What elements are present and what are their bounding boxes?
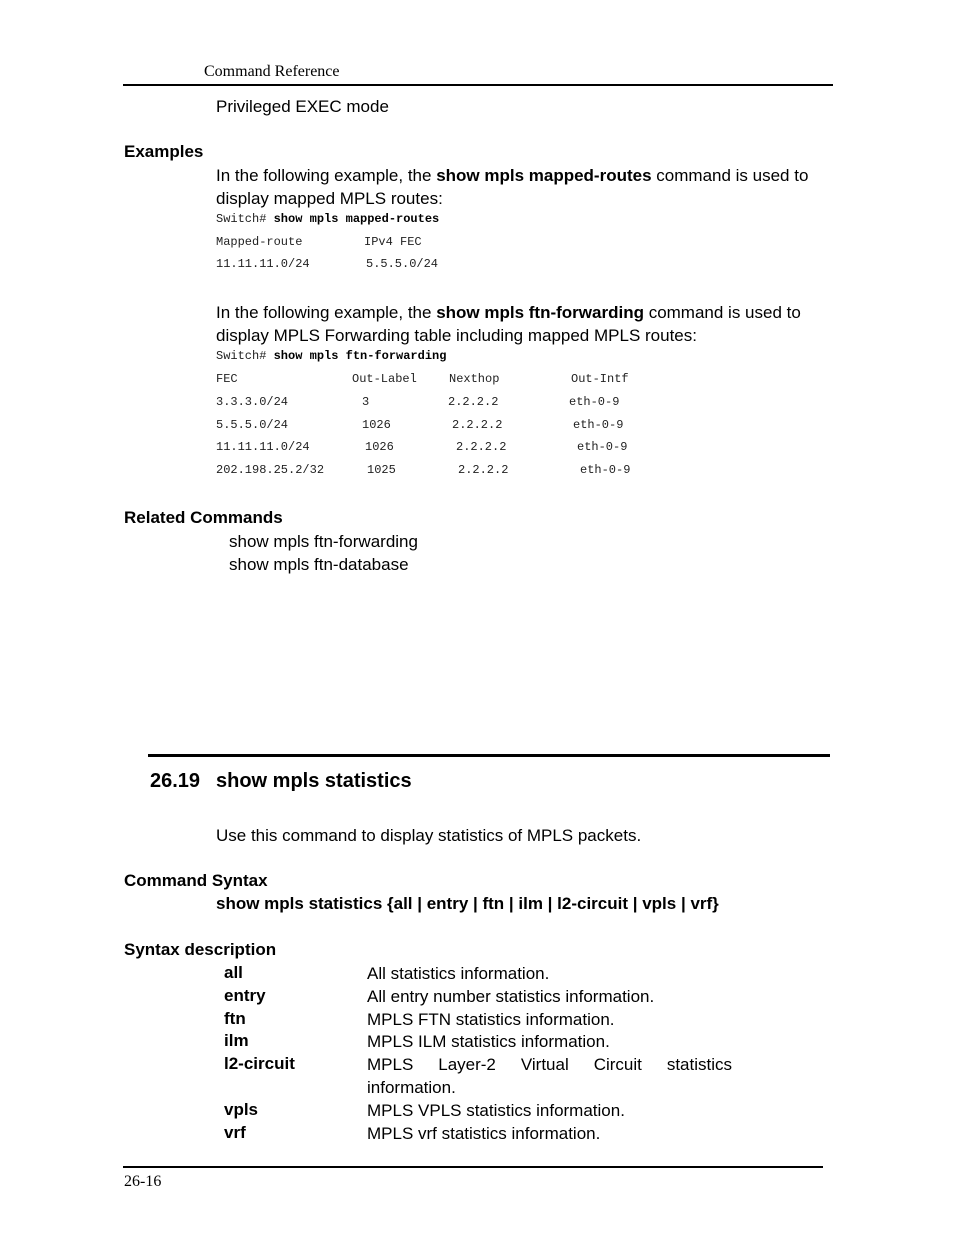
example2-cell: 2.2.2.2: [458, 463, 509, 477]
syntax-desc: MPLS FTN statistics information.: [367, 1010, 615, 1029]
example2-cell: Out-Label: [352, 372, 417, 386]
command-syntax: show mpls statistics {all | entry | ftn | ilm | l2-circuit | vpls | vrf}: [216, 894, 719, 913]
example1-cell: 11.11.11.0/24: [216, 257, 310, 271]
syntax-term: ftn: [224, 1009, 246, 1028]
syntax-term: ilm: [224, 1031, 249, 1050]
syntax-desc-continuation: information.: [367, 1078, 456, 1097]
example1-cell: 5.5.5.0/24: [366, 257, 439, 271]
example1-command: Switch# show mpls mapped-routes: [216, 212, 440, 226]
syntax-term: entry: [224, 986, 266, 1005]
example2-cell: eth-0-9: [580, 463, 631, 477]
syntax-desc: MPLS ILM statistics information.: [367, 1032, 610, 1051]
syntax-term: vrf: [224, 1123, 246, 1142]
related-heading: Related Commands: [124, 508, 283, 527]
section-description: Use this command to display statistics of MPLS packets.: [216, 826, 642, 845]
example2-cell: 3: [362, 395, 370, 409]
example2-cell: Nexthop: [449, 372, 500, 386]
section-number: 26.19: [150, 770, 201, 792]
example2-cell: 2.2.2.2: [448, 395, 499, 409]
example2-intro: In the following example, the show mpls ftn-forwarding command is used to display MPLS Forwarding table including mapped MPLS routes:: [216, 303, 801, 345]
example2-cell: 3.3.3.0/24: [216, 395, 289, 409]
examples-heading: Examples: [124, 142, 204, 161]
example2-cell: 2.2.2.2: [452, 418, 503, 432]
syntax-desc: All entry number statistics information.: [367, 987, 655, 1006]
section-rule: [148, 754, 830, 757]
footer-rule: [123, 1166, 823, 1168]
header-rule: [123, 84, 833, 86]
syntax-term: vpls: [224, 1100, 259, 1119]
syntax-term: l2-circuit: [224, 1054, 295, 1073]
example2-cell: 1026: [365, 440, 394, 454]
example1-cell: IPv4 FEC: [364, 235, 422, 249]
example2-cell: 5.5.5.0/24: [216, 418, 289, 432]
mode-text: Privileged EXEC mode: [216, 97, 389, 116]
section-title: show mpls statistics: [216, 770, 412, 792]
example2-cell: 1026: [362, 418, 391, 432]
example1-intro: In the following example, the show mpls mapped-routes command is used to display mapped MPLS routes:: [216, 166, 809, 208]
related-item: show mpls ftn-database: [229, 555, 409, 574]
example2-command: Switch# show mpls ftn-forwarding: [216, 349, 447, 363]
example2-cell: 11.11.11.0/24: [216, 440, 310, 454]
syntax-desc: MPLS vrf statistics information.: [367, 1124, 601, 1143]
syntax-desc: All statistics information.: [367, 964, 550, 983]
example2-cell: eth-0-9: [577, 440, 628, 454]
syntax-desc: MPLS VPLS statistics information.: [367, 1101, 625, 1120]
header-title: Command Reference: [204, 63, 340, 80]
example2-cell: Out-Intf: [571, 372, 629, 386]
command-syntax-heading: Command Syntax: [124, 871, 268, 890]
example2-cell: 202.198.25.2/32: [216, 463, 325, 477]
example2-cell: FEC: [216, 372, 238, 386]
syntax-desc: MPLS Layer-2 Virtual Circuit statistics: [367, 1055, 732, 1074]
example2-cell: eth-0-9: [569, 395, 620, 409]
syntax-term: all: [224, 963, 243, 982]
related-item: show mpls ftn-forwarding: [229, 532, 418, 551]
example2-cell: 1025: [367, 463, 396, 477]
example2-cell: eth-0-9: [573, 418, 624, 432]
page-number: 26-16: [124, 1173, 162, 1190]
example2-cell: 2.2.2.2: [456, 440, 507, 454]
syntax-description-heading: Syntax description: [124, 940, 277, 959]
example1-cell: Mapped-route: [216, 235, 303, 249]
